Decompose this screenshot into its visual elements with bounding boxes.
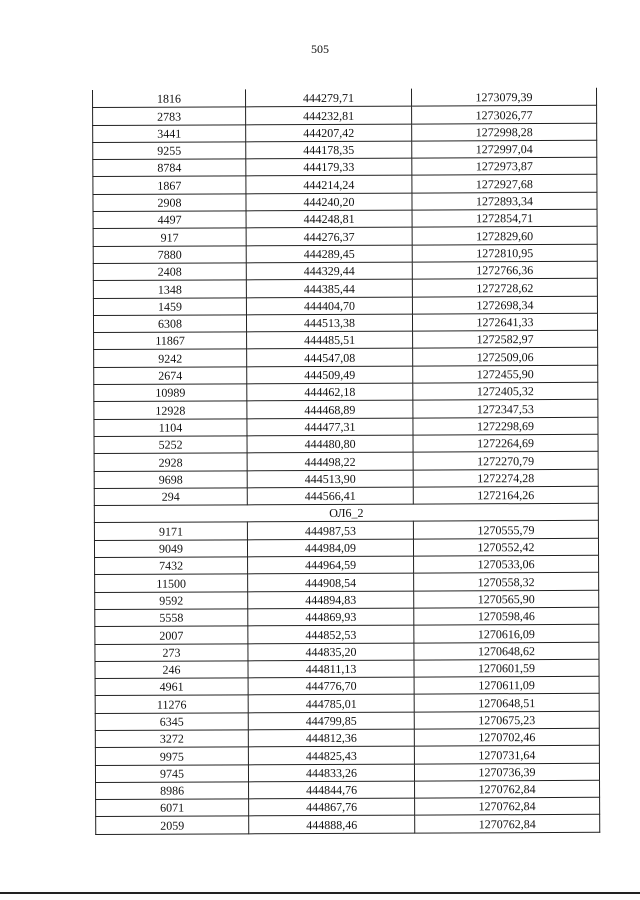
table-row: [95, 711, 599, 730]
x-coordinate-cell: 444477,31: [247, 418, 413, 436]
table-row: [93, 106, 597, 125]
point-number-cell: 2908: [93, 194, 246, 212]
table-row: [94, 365, 598, 384]
table-row: [93, 123, 597, 142]
point-number-cell: 6071: [96, 799, 249, 817]
point-number-cell: 3441: [93, 124, 246, 142]
x-coordinate-cell: 444513,90: [247, 470, 413, 488]
coordinates-table-wrapper: [92, 88, 599, 835]
table-row: [94, 434, 598, 453]
point-number-cell: 1104: [94, 418, 247, 436]
y-coordinate-cell: 1270702,46: [414, 728, 599, 746]
table-row: [96, 797, 600, 816]
table-row: [95, 694, 599, 713]
y-coordinate-cell: 1272164,26: [413, 486, 598, 504]
table-row: [94, 486, 598, 505]
point-number-cell: 273: [95, 643, 248, 661]
point-number-cell: 4961: [95, 678, 248, 696]
point-number-cell: 6308: [93, 315, 246, 333]
point-number-cell: 2007: [95, 626, 248, 644]
x-coordinate-cell: 444964,59: [248, 556, 414, 574]
table-row: [94, 382, 598, 401]
y-coordinate-cell: 1272264,69: [413, 434, 598, 452]
table-row: [96, 815, 600, 834]
point-number-cell: 10989: [94, 384, 247, 402]
x-coordinate-cell: 444179,33: [246, 158, 412, 176]
point-number-cell: 5252: [94, 436, 247, 454]
x-coordinate-cell: 444485,51: [247, 331, 413, 349]
y-coordinate-cell: 1270558,32: [414, 573, 599, 591]
x-coordinate-cell: 444248,81: [246, 210, 412, 228]
point-number-cell: 6345: [95, 713, 248, 731]
table-row: [95, 607, 599, 626]
point-number-cell: 9171: [94, 522, 247, 540]
x-coordinate-cell: 444852,53: [248, 625, 414, 643]
table-row: [94, 469, 598, 488]
point-number-cell: 1348: [93, 280, 246, 298]
point-number-cell: 3272: [95, 730, 248, 748]
y-coordinate-cell: 1270648,51: [414, 694, 599, 712]
table-row: [94, 521, 598, 540]
point-number-cell: 2408: [93, 263, 246, 281]
x-coordinate-cell: 444509,49: [247, 366, 413, 384]
y-coordinate-cell: 1272973,87: [412, 157, 597, 175]
x-coordinate-cell: 444825,43: [248, 746, 414, 764]
y-coordinate-cell: 1270611,09: [414, 676, 599, 694]
point-number-cell: 246: [95, 661, 248, 679]
y-coordinate-cell: 1272405,32: [413, 382, 598, 400]
y-coordinate-cell: 1272509,06: [413, 348, 598, 366]
point-number-cell: 2928: [94, 453, 247, 471]
x-coordinate-cell: 444279,71: [246, 89, 412, 107]
x-coordinate-cell: 444178,35: [246, 141, 412, 159]
table-row: [93, 175, 597, 194]
x-coordinate-cell: 444799,85: [248, 712, 414, 730]
x-coordinate-cell: 444498,22: [247, 452, 413, 470]
point-number-cell: 11276: [95, 695, 248, 713]
point-number-cell: 8784: [93, 159, 246, 177]
table-row: [95, 763, 599, 782]
y-coordinate-cell: 1272274,28: [413, 469, 598, 487]
x-coordinate-cell: 444888,46: [249, 816, 415, 834]
y-coordinate-cell: 1272998,28: [412, 123, 597, 141]
x-coordinate-cell: 444232,81: [246, 106, 412, 124]
x-coordinate-cell: 444811,13: [248, 660, 414, 678]
point-number-cell: 7880: [93, 246, 246, 264]
y-coordinate-cell: 1270552,42: [413, 538, 598, 556]
coordinates-table-body: [93, 88, 600, 834]
point-number-cell: 9255: [93, 142, 246, 160]
y-coordinate-cell: 1272270,79: [413, 452, 598, 470]
y-coordinate-cell: 1272728,62: [412, 279, 597, 297]
y-coordinate-cell: 1272582,97: [413, 330, 598, 348]
table-row: [95, 624, 599, 643]
y-coordinate-cell: 1272641,33: [412, 313, 597, 331]
section-label: ОЛ6_2: [94, 503, 598, 522]
table-row: [93, 279, 597, 298]
x-coordinate-cell: 444987,53: [247, 522, 413, 540]
y-coordinate-cell: 1270675,23: [414, 711, 599, 729]
y-coordinate-cell: 1270565,90: [414, 590, 599, 608]
table-row: [95, 590, 599, 609]
y-coordinate-cell: 1272298,69: [413, 417, 598, 435]
x-coordinate-cell: 444812,36: [248, 729, 414, 747]
table-row: [93, 296, 597, 315]
y-coordinate-cell: 1270533,06: [414, 555, 599, 573]
point-number-cell: 1816: [93, 90, 246, 108]
table-row: [95, 642, 599, 661]
table-row: [93, 209, 597, 228]
x-coordinate-cell: 444785,01: [248, 694, 414, 712]
x-coordinate-cell: 444776,70: [248, 677, 414, 695]
y-coordinate-cell: 1273026,77: [412, 106, 597, 124]
x-coordinate-cell: 444289,45: [246, 245, 412, 263]
point-number-cell: 7432: [95, 557, 248, 575]
table-row: [93, 227, 597, 246]
y-coordinate-cell: 1270731,64: [414, 746, 599, 764]
y-coordinate-cell: 1272854,71: [412, 209, 597, 227]
table-row: [94, 400, 598, 419]
x-coordinate-cell: 444329,44: [246, 262, 412, 280]
y-coordinate-cell: 1272927,68: [412, 175, 597, 193]
point-number-cell: 9242: [94, 349, 247, 367]
point-number-cell: 11500: [95, 574, 248, 592]
point-number-cell: 1459: [93, 297, 246, 315]
y-coordinate-cell: 1270762,84: [415, 797, 600, 815]
y-coordinate-cell: 1270601,59: [414, 659, 599, 677]
table-row: [93, 88, 597, 107]
y-coordinate-cell: 1270555,79: [413, 521, 598, 539]
y-coordinate-cell: 1272893,34: [412, 192, 597, 210]
y-coordinate-cell: 1272455,90: [413, 365, 598, 383]
y-coordinate-cell: 1270762,84: [415, 815, 600, 833]
y-coordinate-cell: 1272829,60: [412, 227, 597, 245]
point-number-cell: 12928: [94, 401, 247, 419]
table-row: [94, 538, 598, 557]
table-row: [95, 555, 599, 574]
y-coordinate-cell: 1270736,39: [414, 763, 599, 781]
y-coordinate-cell: 1272766,36: [412, 261, 597, 279]
point-number-cell: 9698: [94, 470, 247, 488]
y-coordinate-cell: 1272698,34: [412, 296, 597, 314]
table-row: [96, 780, 600, 799]
table-row: [93, 244, 597, 263]
x-coordinate-cell: 444513,38: [246, 314, 412, 332]
page-number: 505: [311, 42, 329, 56]
x-coordinate-cell: 444566,41: [247, 487, 413, 505]
table-row: [95, 659, 599, 678]
point-number-cell: 11867: [94, 332, 247, 350]
x-coordinate-cell: 444869,93: [248, 608, 414, 626]
table-row: [93, 192, 597, 211]
y-coordinate-cell: 1272997,04: [412, 140, 597, 158]
table-row: [94, 348, 598, 367]
x-coordinate-cell: 444385,44: [246, 279, 412, 297]
x-coordinate-cell: 444276,37: [246, 227, 412, 245]
y-coordinate-cell: 1272810,95: [412, 244, 597, 262]
y-coordinate-cell: 1272347,53: [413, 400, 598, 418]
point-number-cell: 917: [93, 228, 246, 246]
point-number-cell: 2059: [96, 816, 249, 834]
table-row: [94, 417, 598, 436]
table-row: [95, 573, 599, 592]
table-row: [93, 157, 597, 176]
y-coordinate-cell: 1270616,09: [414, 624, 599, 642]
x-coordinate-cell: 444214,24: [246, 176, 412, 194]
point-number-cell: 9745: [95, 764, 248, 782]
x-coordinate-cell: 444835,20: [248, 643, 414, 661]
point-number-cell: 9975: [95, 747, 248, 765]
page-bottom-border: [0, 892, 640, 894]
x-coordinate-cell: 444867,76: [249, 798, 415, 816]
x-coordinate-cell: 444240,20: [246, 193, 412, 211]
x-coordinate-cell: 444468,89: [247, 400, 413, 418]
y-coordinate-cell: 1270648,62: [414, 642, 599, 660]
x-coordinate-cell: 444908,54: [248, 573, 414, 591]
point-number-cell: 8986: [96, 782, 249, 800]
y-coordinate-cell: 1270598,46: [414, 607, 599, 625]
table-row: [95, 676, 599, 695]
point-number-cell: 9592: [95, 591, 248, 609]
y-coordinate-cell: 1270762,84: [415, 780, 600, 798]
x-coordinate-cell: 444984,09: [247, 539, 413, 557]
point-number-cell: 9049: [94, 540, 247, 558]
x-coordinate-cell: 444894,83: [248, 591, 414, 609]
point-number-cell: 5558: [95, 609, 248, 627]
point-number-cell: 2674: [94, 367, 247, 385]
point-number-cell: 294: [94, 488, 247, 506]
x-coordinate-cell: 444404,70: [246, 297, 412, 315]
coordinates-table: [92, 88, 600, 835]
x-coordinate-cell: 444207,42: [246, 124, 412, 142]
x-coordinate-cell: 444462,18: [247, 383, 413, 401]
point-number-cell: 4497: [93, 211, 246, 229]
table-row: [93, 140, 597, 159]
table-row: [93, 261, 597, 280]
x-coordinate-cell: 444547,08: [247, 349, 413, 367]
x-coordinate-cell: 444833,26: [248, 764, 414, 782]
x-coordinate-cell: 444480,80: [247, 435, 413, 453]
table-row: [95, 746, 599, 765]
table-row: [93, 313, 597, 332]
section-row: [94, 503, 598, 522]
y-coordinate-cell: 1273079,39: [411, 88, 596, 106]
table-row: [94, 330, 598, 349]
table-row: [95, 728, 599, 747]
table-row: [94, 452, 598, 471]
point-number-cell: 1867: [93, 176, 246, 194]
x-coordinate-cell: 444844,76: [249, 781, 415, 799]
point-number-cell: 2783: [93, 107, 246, 125]
